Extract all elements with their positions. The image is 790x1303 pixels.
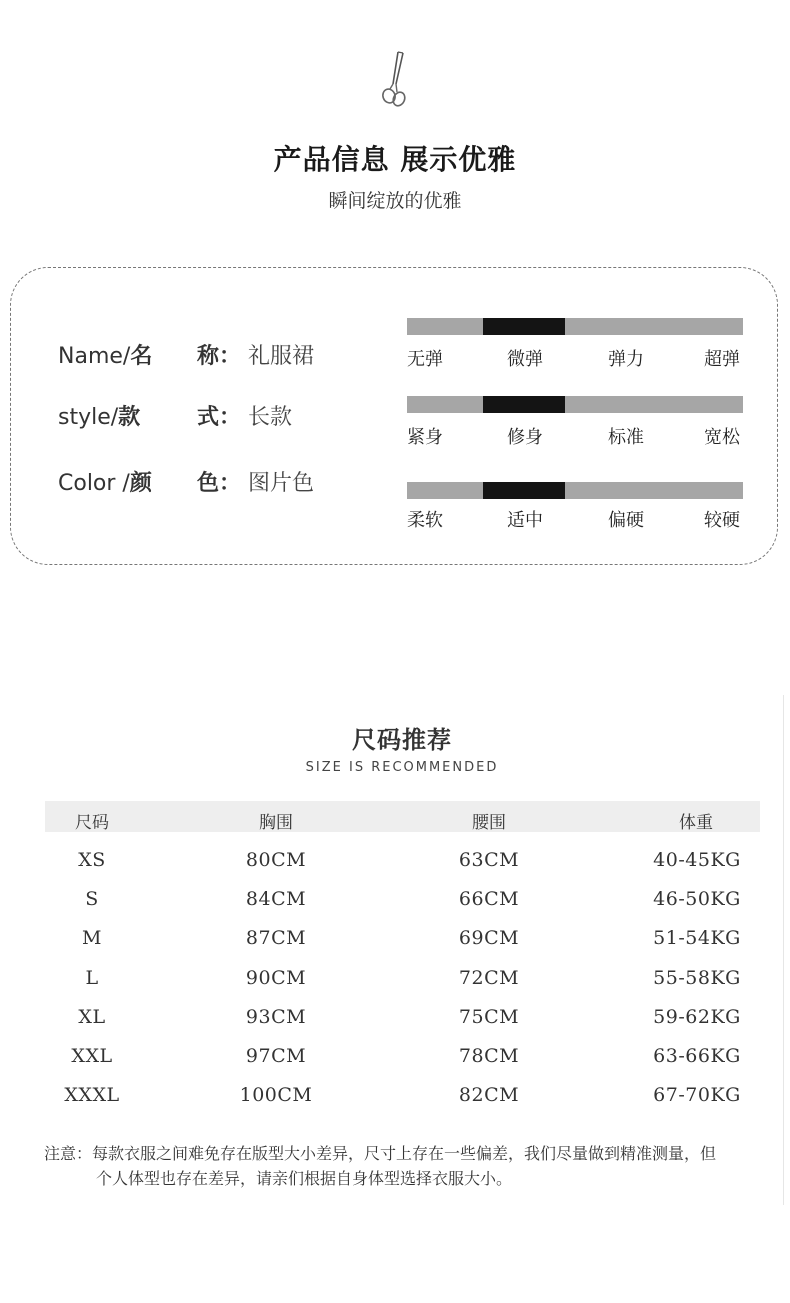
page-title: 产品信息 展示优雅 [273, 143, 517, 176]
table-cell: 93CM [245, 1005, 307, 1028]
table-cell: 40-45KG [653, 849, 741, 871]
table-cell: XL [78, 1005, 106, 1028]
scale-label: 超弹 [704, 349, 740, 370]
fit-bar [407, 396, 743, 413]
scale-label: 较硬 [704, 510, 740, 531]
attr-name-key: 称： [197, 344, 242, 369]
table-cell: 67-70KG [653, 1084, 741, 1107]
attr-style-value: 长款 [248, 405, 293, 430]
table-cell: 72CM [458, 966, 520, 989]
attr-style-label: style/款 [58, 405, 141, 430]
table-cell: 78CM [458, 1045, 520, 1067]
table-cell: 46-50KG [653, 888, 741, 911]
scale-label: 柔软 [407, 510, 443, 531]
softness-scale [407, 506, 743, 530]
scale-label: 紧身 [407, 427, 443, 448]
table-cell: 63CM [458, 849, 520, 871]
note-line: 注意：每款衣服之间难免存在版型大小差异，尺寸上存在一些偏差，我们尽量做到精准测量，但 [44, 1144, 717, 1163]
table-cell: 87CM [245, 927, 307, 950]
table-header [45, 801, 760, 832]
attr-color-label: Color /颜 [58, 471, 152, 496]
table-cell: 90CM [245, 966, 307, 989]
note-line: 个人体型也存在差异，请亲们根据自身体型选择衣服大小。 [96, 1169, 513, 1188]
table-cell: 63-66KG [653, 1045, 741, 1067]
table-cell: M [82, 927, 102, 950]
scale-label: 无弹 [407, 349, 443, 370]
elasticity-bar [407, 318, 743, 335]
table-cell: XXXL [64, 1084, 120, 1107]
table-cell: XS [78, 849, 106, 871]
scale-label: 宽松 [704, 427, 740, 448]
attr-name-value: 礼服裙 [248, 344, 315, 369]
table-cell: 100CM [239, 1084, 313, 1107]
column-header-weight: 体重 [679, 813, 713, 833]
scale-label: 标准 [608, 427, 644, 448]
table-cell: 55-58KG [653, 966, 741, 989]
attr-color-key: 色： [197, 471, 242, 496]
column-header-size: 尺码 [75, 813, 109, 833]
scale-label: 偏硬 [608, 510, 644, 531]
fit-scale [407, 423, 743, 447]
table-cell: 84CM [245, 888, 307, 911]
table-cell: 82CM [458, 1084, 520, 1107]
scale-label: 适中 [507, 510, 543, 531]
table-cell: 80CM [245, 849, 307, 871]
table-cell: S [85, 888, 99, 911]
column-header-waist: 腰围 [472, 813, 506, 833]
attr-style-key: 式： [197, 405, 242, 430]
table-cell: 51-54KG [653, 927, 741, 950]
elasticity-bar-selected [483, 318, 565, 335]
attr-color-value: 图片色 [248, 471, 315, 496]
page-subtitle: 瞬间绽放的优雅 [328, 190, 462, 212]
scale-label: 微弹 [507, 349, 543, 370]
table-cell: XXL [71, 1045, 113, 1067]
table-cell: 69CM [458, 927, 520, 950]
size-subtitle: SIZE IS RECOMMENDED [305, 760, 499, 775]
scissors-icon [378, 50, 412, 110]
table-cell: 97CM [245, 1045, 307, 1067]
elasticity-scale [407, 345, 743, 369]
table-cell: L [85, 966, 99, 989]
column-header-chest: 胸围 [259, 813, 293, 833]
table-cell: 66CM [458, 888, 520, 911]
scale-label: 弹力 [608, 349, 644, 370]
softness-bar-selected [483, 482, 565, 499]
size-title: 尺码推荐 [352, 726, 452, 754]
attr-name-label: Name/名 [58, 344, 153, 369]
table-cell: 59-62KG [653, 1005, 741, 1028]
size-note [44, 1141, 774, 1191]
fit-bar-selected [483, 396, 565, 413]
scale-label: 修身 [507, 427, 543, 448]
table-cell: 75CM [458, 1005, 520, 1028]
softness-bar [407, 482, 743, 499]
